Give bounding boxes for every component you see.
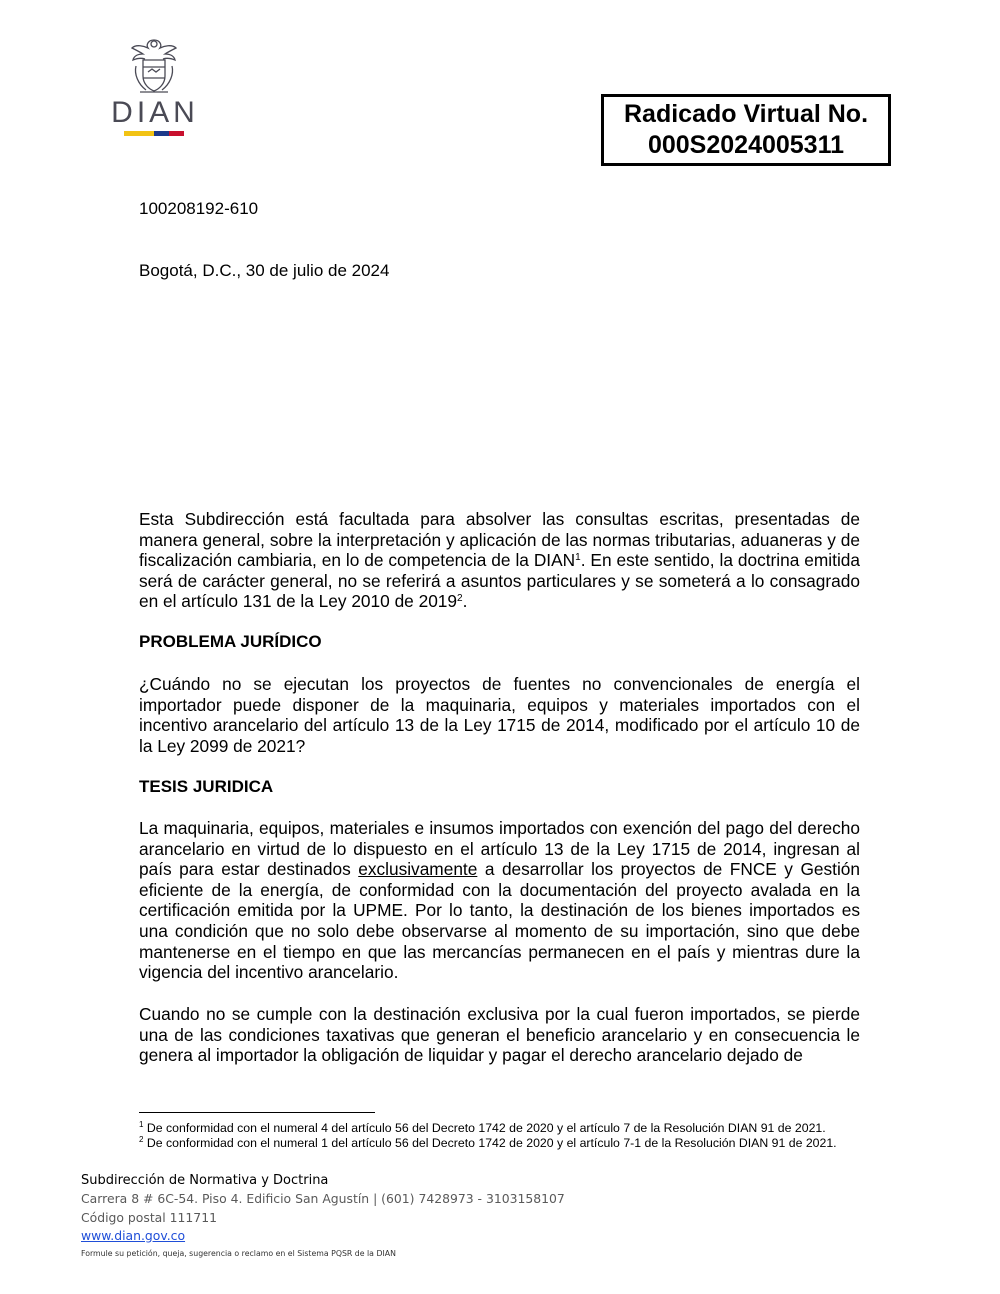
thesis-text-1: La maquinaria, equipos, materiales e insumos importados con exención del pago del derecho arancelario en virtud de lo dispuesto en el artículo 13 de la Ley 1715 de 2014, ingresan al país para estar destinados — [139, 818, 860, 880]
footnote-divider — [139, 1112, 375, 1113]
logo-wordmark: DIAN — [111, 96, 199, 129]
flag-red — [169, 131, 184, 136]
coat-of-arms-icon — [126, 36, 182, 94]
heading-tesis-juridica: TESIS JURIDICA — [139, 777, 274, 796]
footer-address: Carrera 8 # 6C-54. Piso 4. Edificio San Agustín | (601) 7428973 - 3103158107 — [81, 1191, 565, 1206]
place-date: Bogotá, D.C., 30 de julio de 2024 — [139, 261, 390, 280]
footer-website-link[interactable]: www.dian.gov.co — [81, 1228, 186, 1243]
footer-pqsr-note: Formule su petición, queja, sugerencia o reclamo en el Sistema PQSR de la DIAN — [81, 1249, 396, 1258]
footer-office: Subdirección de Normativa y Doctrina — [81, 1173, 329, 1188]
legal-question: ¿Cuándo no se ejecutan los proyectos de fuentes no convencionales de energía el importador puede disponer de la maquinaria, equipos y materiales importados con el incentivo arancelario del artículo 13 de la Ley 1715 de 2014, modificado por el artículo 10 de la Ley 2099 de 2021? — [139, 674, 860, 756]
radicado-box — [601, 94, 891, 166]
intro-text-3: . — [462, 591, 468, 612]
flag-blue — [154, 131, 169, 136]
footnote-1-text: De conformidad con el numeral 4 del artículo 56 del Decreto 1742 de 2020 y el artículo 7 de la Resolución DIAN 91 de 2021. — [143, 1121, 826, 1135]
radicado-number: 000S2024005311 — [647, 131, 845, 159]
footnote-2 — [139, 1136, 860, 1151]
intro-paragraph — [139, 509, 860, 612]
radicado-label: Radicado Virtual No. — [623, 100, 869, 128]
footnote-ref-2[interactable]: 2 — [457, 593, 463, 605]
footnote-1 — [139, 1121, 860, 1136]
footer-postal-code: Código postal 111711 — [81, 1210, 217, 1225]
heading-problema-juridico: PROBLEMA JURÍDICO — [139, 632, 322, 651]
intro-text-2: . En este sentido, la doctrina emitida será de carácter general, no se referirá a asuntos particulares y se someterá a lo consagrado en el artículo 131 de la Ley 2010 de 2019 — [139, 550, 860, 612]
intro-text-1: Esta Subdirección está facultada para absolver las consultas escritas, presentadas de manera general, sobre la interpretación y aplicación de las normas tributarias, aduaneras y de fiscalización cambiaria, en lo de competencia de la DIAN — [139, 509, 860, 571]
footnote-1-number: 1 — [139, 1120, 144, 1129]
flag-stripe — [124, 131, 184, 136]
footnote-2-number: 2 — [139, 1135, 144, 1144]
reference-number: 100208192-610 — [139, 199, 259, 218]
footnote-ref-1[interactable]: 1 — [575, 552, 581, 564]
thesis-text-2: a desarrollar los proyectos de FNCE y Gestión eficiente de la energía, de conformidad con la documentación del proyecto avalada en la certificación emitida por la UPME. Por lo tanto, la destinación de los bienes importados es una condición que no solo debe observarse al momento de su importación, sino que debe mantenerse en el tiempo en que las mercancías permanecen en el país y mientras dure la vigencia del incentivo arancelario. — [139, 859, 860, 983]
flag-yellow — [124, 131, 154, 136]
footnote-2-text: De conformidad con el numeral 1 del artículo 56 del Decreto 1742 de 2020 y el artículo 7-1 de la Resolución DIAN 91 de 2021. — [143, 1136, 837, 1150]
underlined-exclusivamente: exclusivamente — [358, 859, 478, 880]
dian-logo — [104, 36, 206, 140]
consequence-paragraph: Cuando no se cumple con la destinación exclusiva por la cual fueron importados, se pierde una de las condiciones taxativas que generan el beneficio arancelario y en consecuencia le genera al importador la obligación de liquidar y pagar el derecho arancelario dejado de — [139, 1004, 860, 1066]
thesis-paragraph — [139, 818, 860, 983]
